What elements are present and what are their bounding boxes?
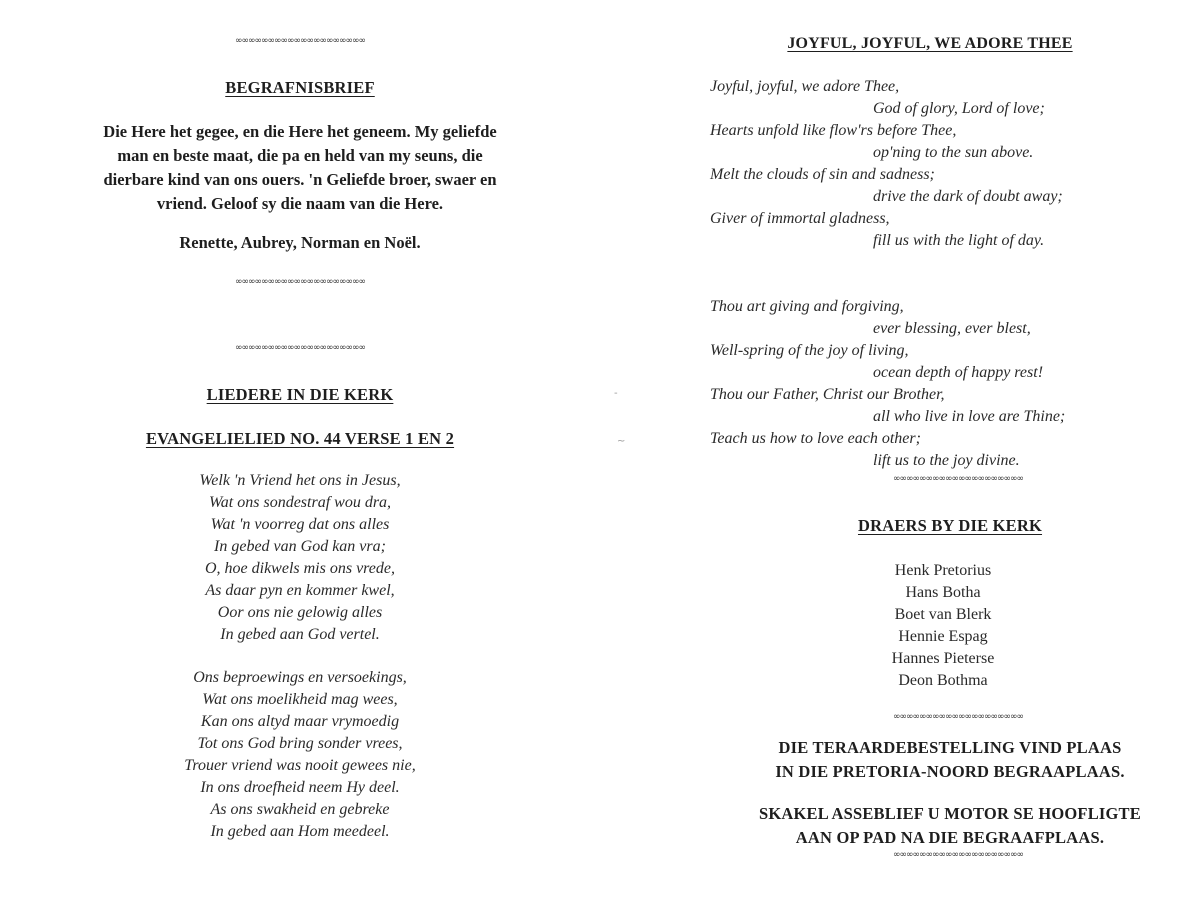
notice-line: IN DIE PRETORIA-NOORD BEGRAAPLAAS. [775,762,1125,781]
ornament-divider: ∞∞∞∞∞∞∞∞∞∞∞∞∞∞∞∞∞∞∞∞ [235,343,365,353]
bearer-name: Hennie Espag [898,628,988,645]
fold-mark: ~ [617,436,626,447]
verse-line: Welk 'n Vriend het ons in Jesus, [199,472,401,489]
hymn-line: Joyful, joyful, we adore Thee, [710,78,900,95]
bearer-name: Hannes Pieterse [891,650,995,667]
ornament-divider: ∞∞∞∞∞∞∞∞∞∞∞∞∞∞∞∞∞∞∞∞ [893,712,1023,722]
notice-line: SKAKEL ASSEBLIEF U MOTOR SE HOOFLIGTE [759,804,1141,823]
english-hymn-title: JOYFUL, JOYFUL, WE ADORE THEE [787,35,1073,52]
ornament-divider: ∞∞∞∞∞∞∞∞∞∞∞∞∞∞∞∞∞∞∞∞ [235,277,365,287]
hymn-line: fill us with the light of day. [873,232,1045,249]
verse-line: In gebed aan God vertel. [220,626,380,643]
verse-line: Ons beproewings en versoekings, [193,669,407,686]
bearers-heading: DRAERS BY DIE KERK [857,516,1043,535]
letter-signature: Renette, Aubrey, Norman en Noël. [179,233,421,252]
letter-line: dierbare kind van ons ouers. 'n Geliefde broer, swaer en [103,170,497,189]
notice-line: DIE TERAARDEBESTELLING VIND PLAAS [778,738,1122,757]
verse-line: Wat ons moelikheid mag wees, [202,691,398,708]
hymn-line: op'ning to the sun above. [873,144,1034,161]
hymn-line: Thou our Father, Christ our Brother, [710,386,945,403]
hymn-line: Hearts unfold like flow'rs before Thee, [710,122,957,139]
ornament-divider: ∞∞∞∞∞∞∞∞∞∞∞∞∞∞∞∞∞∞∞∞ [235,36,365,46]
hymn-line: Giver of immortal gladness, [710,210,890,227]
verse-line: Wat 'n voorreg dat ons alles [210,516,390,533]
verse-line: Kan ons altyd maar vrymoedig [200,713,400,730]
hymn-line: Thou art giving and forgiving, [710,298,904,315]
right-page [600,0,1200,904]
verse-line: In gebed van God kan vra; [214,538,386,555]
verse-line: Tot ons God bring sonder vrees, [197,735,403,752]
hymn-line: Well-spring of the joy of living, [710,342,909,359]
hymn-line: God of glory, Lord of love; [873,100,1045,117]
bearer-name: Boet van Blerk [894,606,992,623]
songs-heading: LIEDERE IN DIE KERK [206,385,394,404]
hymn-line: drive the dark of doubt away; [873,188,1063,205]
ornament-divider: ∞∞∞∞∞∞∞∞∞∞∞∞∞∞∞∞∞∞∞∞ [893,474,1023,484]
notice-line: AAN OP PAD NA DIE BEGRAAFPLAAS. [795,828,1105,847]
burial-notice [700,736,1200,784]
hymn-line: all who live in love are Thine; [873,408,1066,425]
headlights-notice [700,802,1200,850]
letter-line: Die Here het gegee, en die Here het geneem. My geliefde [103,122,497,141]
verse-line: In ons droefheid neem Hy deel. [200,779,400,796]
letter-line: vriend. Geloof sy die naam van die Here. [156,194,444,213]
fold-mark: - [614,388,618,399]
bearer-name: Deon Bothma [898,672,988,689]
bearers-list [843,560,1043,692]
bearer-name: Hans Botha [905,584,981,601]
verse-line: As daar pyn en kommer kwel, [205,582,395,599]
funeral-letter-text [0,120,600,216]
ornament-divider: ∞∞∞∞∞∞∞∞∞∞∞∞∞∞∞∞∞∞∞∞ [893,850,1023,860]
verse-line: Oor ons nie gelowig alles [217,604,383,621]
verse-line: Trouer vriend was nooit gewees nie, [184,757,416,774]
hymn-line: Melt the clouds of sin and sadness; [710,166,935,183]
verse-line: Wat ons sondestraf wou dra, [208,494,392,511]
hymn-line: Teach us how to love each other; [710,430,921,447]
verse-line: As ons swakheid en gebreke [210,801,390,818]
hymn-verse-2 [0,667,600,843]
bearer-name: Henk Pretorius [894,562,992,579]
hymn-line: lift us to the joy divine. [873,452,1020,469]
letter-line: man en beste maat, die pa en held van my seuns, die [117,146,483,165]
funeral-letter-title: BEGRAFNISBRIEF [225,78,375,97]
verse-line: In gebed aan Hom meedeel. [210,823,390,840]
hymn-verse-1 [0,470,600,646]
hymn-line: ocean depth of happy rest! [873,364,1044,381]
verse-line: O, hoe dikwels mis ons vrede, [204,560,396,577]
hymn-line: ever blessing, ever blest, [873,320,1031,337]
hymn-heading: EVANGELIELIED NO. 44 VERSE 1 EN 2 [145,429,455,448]
